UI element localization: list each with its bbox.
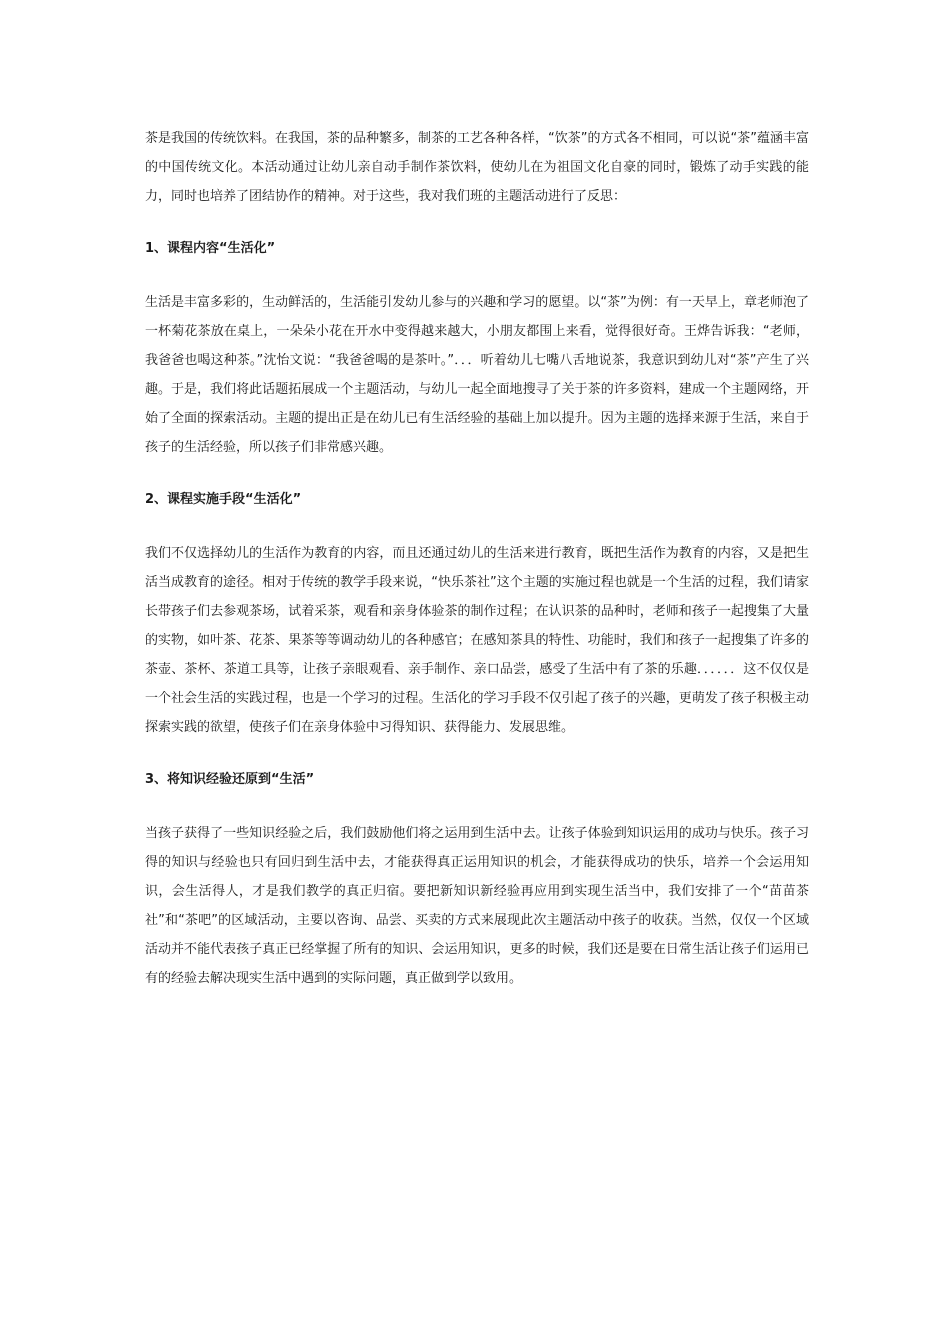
section-heading: 3、将知识经验还原到“生活”	[145, 772, 315, 787]
section-2	[145, 485, 809, 742]
section-3	[145, 765, 809, 993]
section-body: 我们不仅选择幼儿的生活作为教育的内容，而且还通过幼儿的生活来进行教育，既把生活作为教育的内容，又是把生活当成教育的途径。相对于传统的教学手段来说，“快乐茶社”这个主题的实施过程也就是一个生活的过程，我们请家长带孩子们去参观茶场，试着采茶，观看和亲身体验茶的制作过程；在认识茶的品种时，老师和孩子一起搜集了大量的实物，如叶茶、花茶、果茶等等调动幼儿的各种感官；在感知茶具的特性、功能时，我们和孩子一起搜集了许多的茶壶、茶杯、茶道工具等，让孩子亲眼观看、亲手制作、亲口品尝，感受了生活中有了茶的乐趣．．．．．．这不仅仅是一个社会生活的实践过程，也是一个学习的过程。生活化的学习手段不仅引起了孩子的兴趣，更萌发了孩子积极主动探索实践的欲望，使孩子们在亲身体验中习得知识、获得能力、发展思维。	[145, 546, 809, 735]
section-body: 生活是丰富多彩的，生动鲜活的，生活能引发幼儿参与的兴趣和学习的愿望。以“茶”为例：有一天早上，章老师泡了一杯菊花茶放在桌上，一朵朵小花在开水中变得越来越大，小朋友都围上来看，觉得很好奇。王烨告诉我：“老师，我爸爸也喝这种茶。”沈怡文说：“我爸爸喝的是茶叶。”．．．听着幼儿七嘴八舌地说茶，我意识到幼儿对“茶”产生了兴趣。于是，我们将此话题拓展成一个主题活动，与幼儿一起全面地搜寻了关于茶的许多资料，建成一个主题网络，开始了全面的探索活动。主题的提出正是在幼儿已有生活经验的基础上加以提升。因为主题的选择来源于生活，来自于孩子的生活经验，所以孩子们非常感兴趣。	[145, 295, 809, 455]
section-1	[145, 234, 809, 462]
section-heading: 1、课程内容“生活化”	[145, 241, 276, 256]
section-heading: 2、课程实施手段“生活化”	[145, 492, 302, 507]
document-page	[145, 124, 809, 993]
section-body: 当孩子获得了一些知识经验之后，我们鼓励他们将之运用到生活中去。让孩子体验到知识运用的成功与快乐。孩子习得的知识与经验也只有回归到生活中去，才能获得真正运用知识的机会，才能获得成功的快乐，培养一个会运用知识，会生活得人，才是我们教学的真正归宿。要把新知识新经验再应用到实现生活当中，我们安排了一个“苗苗茶社”和“茶吧”的区域活动，主要以咨询、品尝、买卖的方式来展现此次主题活动中孩子的收获。当然，仅仅一个区域活动并不能代表孩子真正已经掌握了所有的知识、会运用知识，更多的时候，我们还是要在日常生活让孩子们运用已有的经验去解决现实生活中遇到的实际问题，真正做到学以致用。	[145, 826, 809, 986]
intro-paragraph: 茶是我国的传统饮料。在我国，茶的品种繁多，制茶的工艺各种各样，“饮茶”的方式各不相同，可以说“茶”蕴涵丰富的中国传统文化。本活动通过让幼儿亲自动手制作茶饮料，使幼儿在为祖国文化自豪的同时，锻炼了动手实践的能力，同时也培养了团结协作的精神。对于这些，我对我们班的主题活动进行了反思：	[145, 131, 809, 204]
